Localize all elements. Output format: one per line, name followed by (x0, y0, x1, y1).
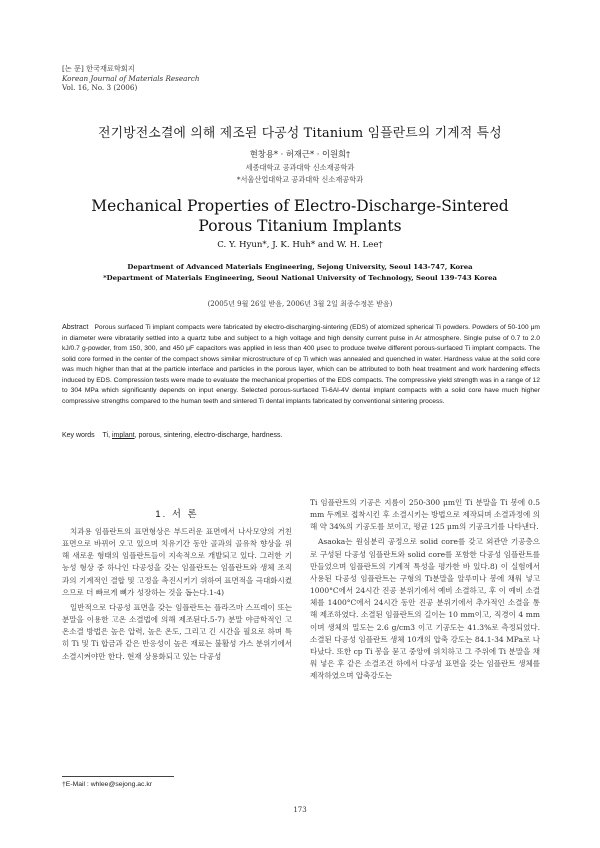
footnote-divider (62, 776, 174, 777)
keyword-first: Ti, (102, 432, 111, 439)
page-number: 173 (293, 806, 307, 814)
abstract (62, 322, 540, 407)
english-title-line-2: Porous Titanium Implants (198, 217, 402, 235)
received-dates: (2005년 9월 26일 받음, 2006년 3월 2일 최종수정본 받음) (207, 300, 393, 308)
korean-affiliation-1: 세종대학교 공과대학 신소재공학과 (245, 163, 355, 172)
english-authors: C. Y. Hyun*, J. K. Huh* and W. H. Lee† (217, 240, 383, 250)
journal-name: Korean Journal of Materials Research (62, 73, 200, 83)
abstract-label: Abstract (62, 322, 89, 331)
abstract-text: Porous surfaced Ti implant compacts were fabricated by electro-discharging-sintering (EDS) of atomized spherical Ti powders. Powders of 50-100 μm in diameter were vibratarily settled into a quartz tube and subject to a high voltage and high density current pulse in Ar atmosphere. Single pulse of 0.7 to 2.0 kJ/0.7 g-powder, from 150, 300, and 450 μF capacitors was applied in less than 400 μsec to produce twelve different porous-surfaced Ti implant compacts. The solid core formed in the center of the compact shows similar microstructure of cp Ti which was annealed and quenched in water. Hardness value at the solid core was much higher than that at the particle interface and particles in the porous layer, which can be attributed to both heat treatment and work hardening effects induced by EDS. Compression tests were made to evaluate the mechanical properties of the EDS compacts. The compressive yield strength was in a range of 12 to 304 MPa which significantly depends on input energy. Selected porous-surfaced Ti-6Al-4V dental implant compacts with a solid core have much higher compressive strengths compared to the human teeth and sintered Ti dental implants fabricated by conventional sintering process. (62, 324, 541, 405)
journal-volume: Vol. 16, No. 3 (2006) (62, 83, 138, 93)
keywords-label: Key words (62, 432, 95, 439)
section-heading-introduction: 1. 서 론 (155, 508, 199, 519)
english-affiliation-2: *Department of Materials Engineering, Seoul National University of Technology, Seoul 139-743 Korea (103, 274, 497, 282)
paragraph: 일반적으로 다공성 표면을 갖는 임플란트는 플라즈마 스프레이 또는 분말을 이용한 고온 소결법에 의해 제조된다.5-7) 분말 야금학적인 고온소결 방법은 높은 압력, 높은 온도, 그리고 긴 시간을 필요로 하며 특히 Ti 및 Ti 합금과 같은 반응성이 높은 재료는 불활성 가스 분위기에서 소결시켜야만 한다. 현재 상용화되고 있는 다공성 (62, 602, 292, 661)
korean-title: 전기방전소결에 의해 제조된 다공성 Titanium 임플란트의 기계적 특성 (98, 126, 502, 141)
english-title-line-1: Mechanical Properties of Electro-Discharge-Sintered (91, 197, 509, 215)
english-affiliations (0, 262, 600, 284)
paragraph: Ti 임플란트의 기공은 지름이 250-300 μm인 Ti 분말을 Ti 봉에 0.5 mm 두께로 접착시킨 후 소결시키는 방법으로 제작되며 소결과정에 의해 약 34%의 기공도를 보이고, 평균 125 μm의 기공크기를 나타낸다. (310, 498, 540, 532)
korean-affiliation-2: *서울산업대학교 공과대학 신소재공학과 (236, 174, 364, 184)
keywords (62, 432, 540, 439)
footnote-email: †E-Mail : whlee@sejong.ac.kr (62, 781, 153, 788)
journal-category: [논 문] 한국재료학회지 (62, 64, 135, 73)
english-title (0, 196, 600, 236)
paragraph: Asaoka는 원심분리 공정으로 solid core를 갖고 외관만 기공층으로 구성된 다공성 임플란트와 solid core를 포함한 다공성 임플란트를 만들었으며 임플란트의 기계적 특성을 평가한 바 있다.8) 이 실험에서 사용된 다공성 임플란트는 구형의 Ti분말을 알루미나 봉에 채워 넣고 1000°C에서 24시간 진공 분위기에서 예비 소결하고, 후 이 예비 소결체를 1400°C에서 24시간 동안 진공 분위기에서 추가적인 소결을 통해 제조하였다. 소결된 임플란트의 길이는 10 mm이고, 직경이 4 mm이며 생체의 밀도는 2.6 g/cm3 이고 기공도는 41.3%로 측정되었다. 소결된 다공성 임플란트 생체 10개의 압축 강도는 84.1-34 MPa로 나타났다. 또한 cp Ti 봉을 묻고 중앙에 위치하고 그 주위에 Ti 분말을 채워 넣은 후 같은 소결조건 하에서 다공성 표면을 갖는 임플란트 생체를 제작하였으며 압축강도는 (310, 537, 540, 681)
english-affiliation-1: Department of Advanced Materials Engineering, Sejong University, Seoul 143-747, Korea (127, 263, 473, 271)
paragraph: 치과용 임플란트의 표면형상은 부드러운 표면에서 나사모양의 거친 표면으로 바뀌어 오고 있으며 치유기간 동안 골과의 골유착 향상을 위해 새로운 형태의 임플란트들이 지속적으로 개발되고 있다. 그러한 기능성 형상 중 하나인 다공성을 갖는 임플란트는 임플란트와 생체 조직과의 기계적인 결합 및 고정을 촉진시키기 위하여 표면적을 극대화시켰으므로 더 빠르게 뼈가 성장하는 것을 돕는다.1-4) (62, 527, 292, 597)
left-column (62, 526, 292, 666)
keywords-rest: , porous, sintering, electro-discharge, hardness. (134, 432, 283, 439)
keyword-underlined: implant (112, 432, 135, 439)
korean-authors: 현창용* · 허재근* · 이원희† (249, 149, 351, 159)
right-column (310, 497, 540, 685)
korean-affiliations (0, 162, 600, 185)
journal-header (62, 64, 200, 93)
